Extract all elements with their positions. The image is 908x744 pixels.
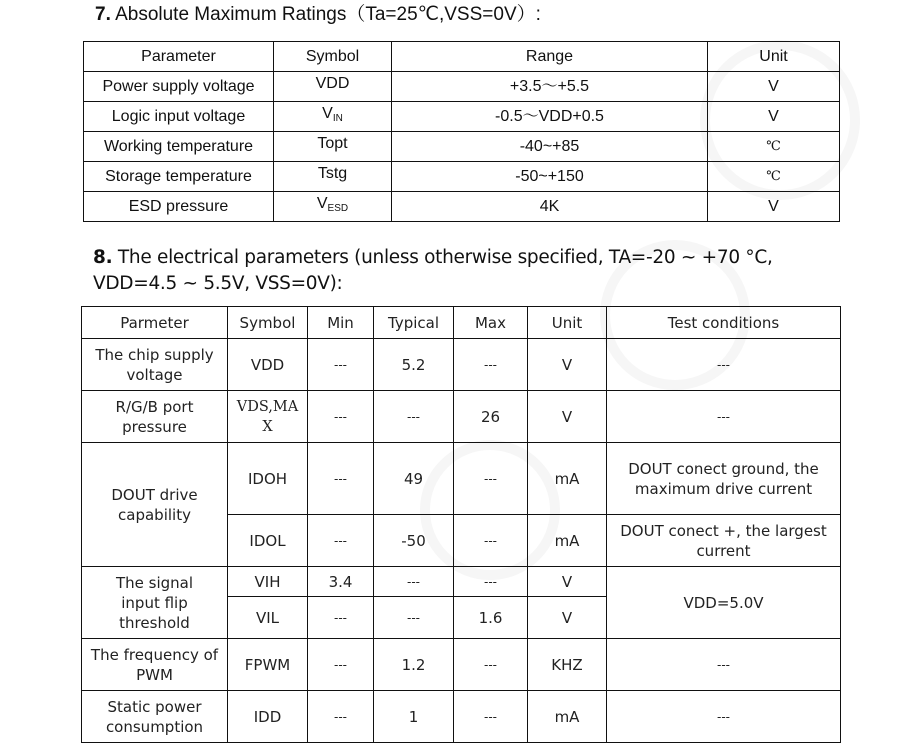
row-test-conditions: --- — [607, 391, 841, 443]
row-unit: V — [708, 102, 840, 132]
row-symbol: FPWM — [228, 639, 308, 691]
row-max: 26 — [454, 391, 528, 443]
symbol-main: VDD — [315, 75, 350, 92]
header-symbol: Symbol — [228, 307, 308, 339]
row-test-conditions: --- — [607, 339, 841, 391]
row-min: --- — [308, 597, 374, 639]
row-range: -0.5～VDD+0.5 — [392, 102, 708, 132]
row-parameter: ESD pressure — [84, 192, 274, 222]
row-min: --- — [308, 391, 374, 443]
row-max: --- — [454, 443, 528, 515]
table-row — [84, 102, 840, 132]
row-symbol: VIH — [228, 567, 308, 597]
header-parameter: Parmeter — [82, 307, 228, 339]
row-unit: V — [528, 339, 607, 391]
section-8-number: 8. — [93, 247, 113, 268]
electrical-parameters-table — [81, 306, 841, 743]
row-test-conditions: --- — [607, 691, 841, 743]
row-symbol — [274, 132, 392, 162]
row-max: --- — [454, 639, 528, 691]
row-typical: --- — [374, 597, 454, 639]
row-typical: 5.2 — [374, 339, 454, 391]
row-test-conditions: --- — [607, 639, 841, 691]
section-8-heading — [93, 245, 853, 297]
row-unit: mA — [528, 443, 607, 515]
header-unit: Unit — [528, 307, 607, 339]
row-range: -50~+150 — [392, 162, 708, 192]
row-parameter: DOUT drive capability — [82, 443, 228, 567]
symbol-main: Topt — [317, 135, 348, 152]
row-parameter: Working temperature — [84, 132, 274, 162]
row-symbol — [274, 162, 392, 192]
row-min: 3.4 — [308, 567, 374, 597]
row-typical: --- — [374, 567, 454, 597]
row-symbol — [274, 192, 392, 222]
row-parameter: The signal input flip threshold — [82, 567, 228, 639]
row-parameter: The frequency of PWM — [82, 639, 228, 691]
table-row — [84, 192, 840, 222]
row-range: -40~+85 — [392, 132, 708, 162]
row-max: --- — [454, 339, 528, 391]
row-parameter: The chip supply voltage — [82, 339, 228, 391]
table-row — [82, 443, 841, 515]
row-min: --- — [308, 515, 374, 567]
table-row — [82, 691, 841, 743]
row-symbol: IDOL — [228, 515, 308, 567]
symbol-subscript: ESD — [327, 203, 349, 214]
row-max: --- — [454, 691, 528, 743]
row-unit: mA — [528, 691, 607, 743]
row-test-conditions: DOUT conect ground, the maximum drive current — [607, 443, 841, 515]
row-parameter: Static power consumption — [82, 691, 228, 743]
row-test-conditions: DOUT conect +, the largest current — [607, 515, 841, 567]
row-symbol — [274, 102, 392, 132]
row-typical: 1 — [374, 691, 454, 743]
header-parameter: Parameter — [84, 42, 274, 72]
row-typical: --- — [374, 391, 454, 443]
header-symbol: Symbol — [274, 42, 392, 72]
row-min: --- — [308, 639, 374, 691]
table-row — [84, 162, 840, 192]
row-test-conditions: VDD=5.0V — [607, 567, 841, 639]
row-typical: 49 — [374, 443, 454, 515]
row-unit: V — [528, 391, 607, 443]
row-parameter: Storage temperature — [84, 162, 274, 192]
row-symbol: IDOH — [228, 443, 308, 515]
table-row — [84, 72, 840, 102]
table-row — [84, 132, 840, 162]
row-parameter: Power supply voltage — [84, 72, 274, 102]
row-range: +3.5～+5.5 — [392, 72, 708, 102]
section-7-heading — [95, 0, 541, 30]
header-test-conditions: Test conditions — [607, 307, 841, 339]
row-symbol: VIL — [228, 597, 308, 639]
symbol-main: V — [316, 195, 328, 212]
row-unit: V — [708, 72, 840, 102]
row-max: --- — [454, 567, 528, 597]
row-range: 4K — [392, 192, 708, 222]
table-row — [82, 639, 841, 691]
header-unit: Unit — [708, 42, 840, 72]
row-unit: ℃ — [708, 162, 840, 192]
section-8-title: The electrical parameters (unless otherwise specified, TA=-20 ~ +70 °C, VDD=4.5 ~ 5.5V, VSS=0V): — [93, 247, 773, 294]
row-symbol: VDD — [228, 339, 308, 391]
row-unit: ℃ — [708, 132, 840, 162]
table-row — [82, 339, 841, 391]
row-symbol: IDD — [228, 691, 308, 743]
table-row — [82, 567, 841, 597]
table-header-row — [84, 42, 840, 72]
row-min: --- — [308, 443, 374, 515]
row-typical: -50 — [374, 515, 454, 567]
row-unit: V — [708, 192, 840, 222]
absolute-max-ratings-table — [83, 41, 840, 222]
symbol-main: V — [322, 105, 333, 122]
row-parameter: Logic input voltage — [84, 102, 274, 132]
row-unit: KHZ — [528, 639, 607, 691]
row-parameter: R/G/B port pressure — [82, 391, 228, 443]
row-min: --- — [308, 691, 374, 743]
row-typical: 1.2 — [374, 639, 454, 691]
row-symbol — [274, 72, 392, 102]
header-max: Max — [454, 307, 528, 339]
section-7-number: 7. — [95, 4, 111, 25]
section-7-title: Absolute Maximum Ratings（Ta=25℃,VSS=0V）: — [110, 4, 541, 25]
symbol-subscript: IN — [332, 113, 343, 124]
table-header-row — [82, 307, 841, 339]
row-max: 1.6 — [454, 597, 528, 639]
header-min: Min — [308, 307, 374, 339]
row-symbol: VDS,MAX — [228, 391, 308, 443]
header-range: Range — [392, 42, 708, 72]
row-unit: V — [528, 597, 607, 639]
row-max: --- — [454, 515, 528, 567]
symbol-main: Tstg — [317, 165, 348, 182]
row-unit: mA — [528, 515, 607, 567]
table-row — [82, 391, 841, 443]
row-min: --- — [308, 339, 374, 391]
header-typical: Typical — [374, 307, 454, 339]
row-unit: V — [528, 567, 607, 597]
